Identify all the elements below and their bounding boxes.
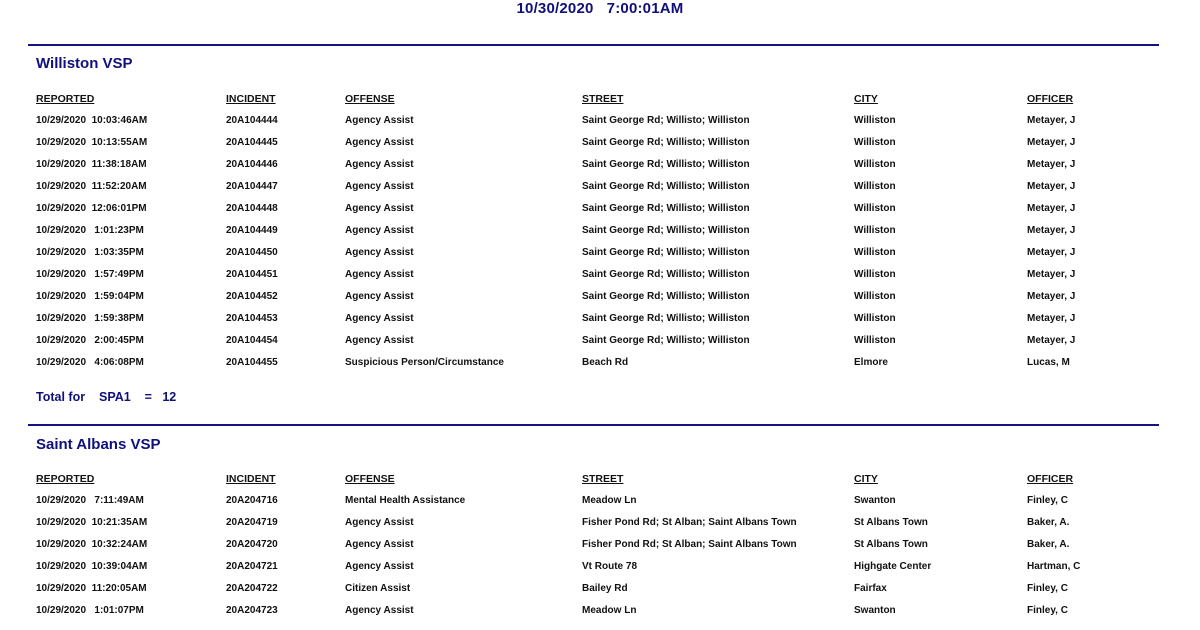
section-divider (28, 424, 1159, 426)
cell-reported: 10/29/2020 1:01:07PM (36, 605, 144, 616)
header-reported: REPORTED (36, 93, 95, 105)
cell-offense: Agency Assist (345, 605, 414, 616)
section-saint-albans (28, 424, 1159, 630)
cell-reported: 10/29/2020 1:59:04PM (36, 291, 144, 302)
table-row (28, 605, 1159, 623)
cell-city: Elmore (854, 357, 888, 368)
cell-officer: Metayer, J (1027, 203, 1076, 214)
cell-city: Williston (854, 181, 896, 192)
cell-city: St Albans Town (854, 539, 928, 550)
cell-offense: Suspicious Person/Circumstance (345, 357, 504, 368)
cell-city: Williston (854, 225, 896, 236)
cell-offense: Agency Assist (345, 561, 414, 572)
cell-offense: Agency Assist (345, 335, 414, 346)
cell-offense: Agency Assist (345, 517, 414, 528)
cell-street: Saint George Rd; Willisto; Williston (582, 247, 750, 258)
cell-officer: Metayer, J (1027, 335, 1076, 346)
cell-incident: 20A204719 (226, 517, 278, 528)
cell-street: Saint George Rd; Willisto; Williston (582, 137, 750, 148)
cell-street: Meadow Ln (582, 495, 637, 506)
header-incident: INCIDENT (226, 93, 276, 105)
cell-reported: 10/29/2020 11:20:05AM (36, 583, 147, 594)
cell-officer: Metayer, J (1027, 159, 1076, 170)
table-row (28, 561, 1159, 579)
cell-incident: 20A104451 (226, 269, 278, 280)
cell-incident: 20A104445 (226, 137, 278, 148)
cell-incident: 20A204722 (226, 583, 278, 594)
cell-city: Swanton (854, 605, 896, 616)
header-incident: INCIDENT (226, 473, 276, 485)
cell-officer: Finley, C (1027, 605, 1068, 616)
cell-city: St Albans Town (854, 517, 928, 528)
cell-street: Fisher Pond Rd; St Alban; Saint Albans Town (582, 539, 797, 550)
table-row (28, 203, 1159, 221)
cell-reported: 10/29/2020 2:00:45PM (36, 335, 144, 346)
header-street: STREET (582, 473, 624, 485)
cell-officer: Metayer, J (1027, 313, 1076, 324)
cell-officer: Hartman, C (1027, 561, 1081, 572)
header-offense: OFFENSE (345, 93, 395, 105)
total-label: Total for (36, 390, 86, 404)
header-reported: REPORTED (36, 473, 95, 485)
cell-reported: 10/29/2020 11:52:20AM (36, 181, 147, 192)
cell-officer: Metayer, J (1027, 291, 1076, 302)
table-row (28, 247, 1159, 265)
table-row (28, 335, 1159, 353)
cell-offense: Agency Assist (345, 137, 414, 148)
cell-street: Saint George Rd; Willisto; Williston (582, 313, 750, 324)
cell-incident: 20A104446 (226, 159, 278, 170)
cell-offense: Agency Assist (345, 539, 414, 550)
cell-reported: 10/29/2020 7:11:49AM (36, 495, 144, 506)
cell-street: Saint George Rd; Willisto; Williston (582, 225, 750, 236)
cell-offense: Agency Assist (345, 247, 414, 258)
cell-officer: Metayer, J (1027, 225, 1076, 236)
cell-incident: 20A104450 (226, 247, 278, 258)
cell-officer: Baker, A. (1027, 539, 1070, 550)
cell-city: Williston (854, 335, 896, 346)
cell-incident: 20A104453 (226, 313, 278, 324)
header-officer: OFFICER (1027, 93, 1074, 105)
table-row (28, 269, 1159, 287)
cell-city: Williston (854, 203, 896, 214)
cell-officer: Finley, C (1027, 495, 1068, 506)
section-title: Williston VSP (36, 55, 133, 72)
cell-incident: 20A104444 (226, 115, 278, 126)
header-officer: OFFICER (1027, 473, 1074, 485)
section-total (36, 390, 176, 404)
table-row (28, 181, 1159, 199)
cell-offense: Agency Assist (345, 291, 414, 302)
cell-city: Highgate Center (854, 561, 932, 572)
cell-offense: Agency Assist (345, 159, 414, 170)
cell-city: Williston (854, 291, 896, 302)
cell-city: Fairfax (854, 583, 887, 594)
table-row (28, 539, 1159, 557)
cell-reported: 10/29/2020 4:06:08PM (36, 357, 144, 368)
cell-street: Saint George Rd; Willisto; Williston (582, 335, 750, 346)
header-city: CITY (854, 473, 878, 485)
cell-officer: Metayer, J (1027, 269, 1076, 280)
cell-street: Saint George Rd; Willisto; Williston (582, 269, 750, 280)
header-offense: OFFENSE (345, 473, 395, 485)
cell-city: Williston (854, 137, 896, 148)
table-row (28, 225, 1159, 243)
cell-reported: 10/29/2020 11:38:18AM (36, 159, 147, 170)
table-row (28, 291, 1159, 309)
total-code: SPA1 (98, 390, 131, 404)
cell-incident: 20A204721 (226, 561, 278, 572)
cell-offense: Agency Assist (345, 181, 414, 192)
cell-reported: 10/29/2020 10:39:04AM (36, 561, 148, 572)
total-count: 12 (162, 390, 177, 404)
cell-city: Williston (854, 115, 896, 126)
cell-officer: Metayer, J (1027, 247, 1076, 258)
cell-reported: 10/29/2020 10:21:35AM (36, 517, 148, 528)
cell-street: Vt Route 78 (582, 561, 638, 572)
table-row (28, 357, 1159, 375)
cell-reported: 10/29/2020 10:13:55AM (36, 137, 148, 148)
cell-street: Saint George Rd; Willisto; Williston (582, 181, 750, 192)
cell-offense: Agency Assist (345, 115, 414, 126)
cell-reported: 10/29/2020 12:06:01PM (36, 203, 147, 214)
cell-offense: Agency Assist (345, 269, 414, 280)
cell-street: Bailey Rd (582, 583, 628, 594)
cell-reported: 10/29/2020 10:03:46AM (36, 115, 148, 126)
total-equals: = (144, 390, 152, 404)
cell-street: Meadow Ln (582, 605, 637, 616)
cell-city: Williston (854, 313, 896, 324)
cell-offense: Citizen Assist (345, 583, 411, 594)
cell-officer: Lucas, M (1027, 357, 1070, 368)
cell-incident: 20A104454 (226, 335, 278, 346)
header-city: CITY (854, 93, 878, 105)
section-divider (28, 44, 1159, 46)
cell-incident: 20A104448 (226, 203, 278, 214)
cell-incident: 20A104455 (226, 357, 278, 368)
cell-incident: 20A204723 (226, 605, 278, 616)
cell-street: Fisher Pond Rd; St Alban; Saint Albans Town (582, 517, 797, 528)
cell-officer: Metayer, J (1027, 181, 1076, 192)
report-datetime: 10/30/2020 7:00:01AM (516, 0, 684, 17)
cell-city: Swanton (854, 495, 896, 506)
cell-city: Williston (854, 159, 896, 170)
cell-incident: 20A104449 (226, 225, 278, 236)
table-row (28, 313, 1159, 331)
cell-reported: 10/29/2020 10:32:24AM (36, 539, 148, 550)
table-row (28, 517, 1159, 535)
cell-incident: 20A104447 (226, 181, 278, 192)
cell-street: Saint George Rd; Willisto; Williston (582, 291, 750, 302)
cell-street: Saint George Rd; Willisto; Williston (582, 159, 750, 170)
cell-street: Saint George Rd; Willisto; Williston (582, 203, 750, 214)
cell-city: Williston (854, 247, 896, 258)
cell-officer: Baker, A. (1027, 517, 1070, 528)
cell-offense: Agency Assist (345, 203, 414, 214)
section-title: Saint Albans VSP (36, 436, 161, 453)
cell-reported: 10/29/2020 1:03:35PM (36, 247, 144, 258)
cell-incident: 20A204716 (226, 495, 278, 506)
cell-reported: 10/29/2020 1:57:49PM (36, 269, 144, 280)
table-row (28, 137, 1159, 155)
cell-incident: 20A204720 (226, 539, 278, 550)
cell-street: Beach Rd (582, 357, 629, 368)
cell-officer: Metayer, J (1027, 137, 1076, 148)
cell-street: Saint George Rd; Willisto; Williston (582, 115, 750, 126)
table-row (28, 495, 1159, 513)
table-row (28, 115, 1159, 133)
section-williston (28, 44, 1159, 414)
cell-incident: 20A104452 (226, 291, 278, 302)
cell-officer: Metayer, J (1027, 115, 1076, 126)
header-street: STREET (582, 93, 624, 105)
table-row (28, 159, 1159, 177)
cell-officer: Finley, C (1027, 583, 1068, 594)
cell-offense: Agency Assist (345, 313, 414, 324)
table-row (28, 583, 1159, 601)
cell-reported: 10/29/2020 1:59:38PM (36, 313, 144, 324)
cell-offense: Agency Assist (345, 225, 414, 236)
cell-city: Williston (854, 269, 896, 280)
cell-reported: 10/29/2020 1:01:23PM (36, 225, 144, 236)
cell-offense: Mental Health Assistance (345, 495, 466, 506)
